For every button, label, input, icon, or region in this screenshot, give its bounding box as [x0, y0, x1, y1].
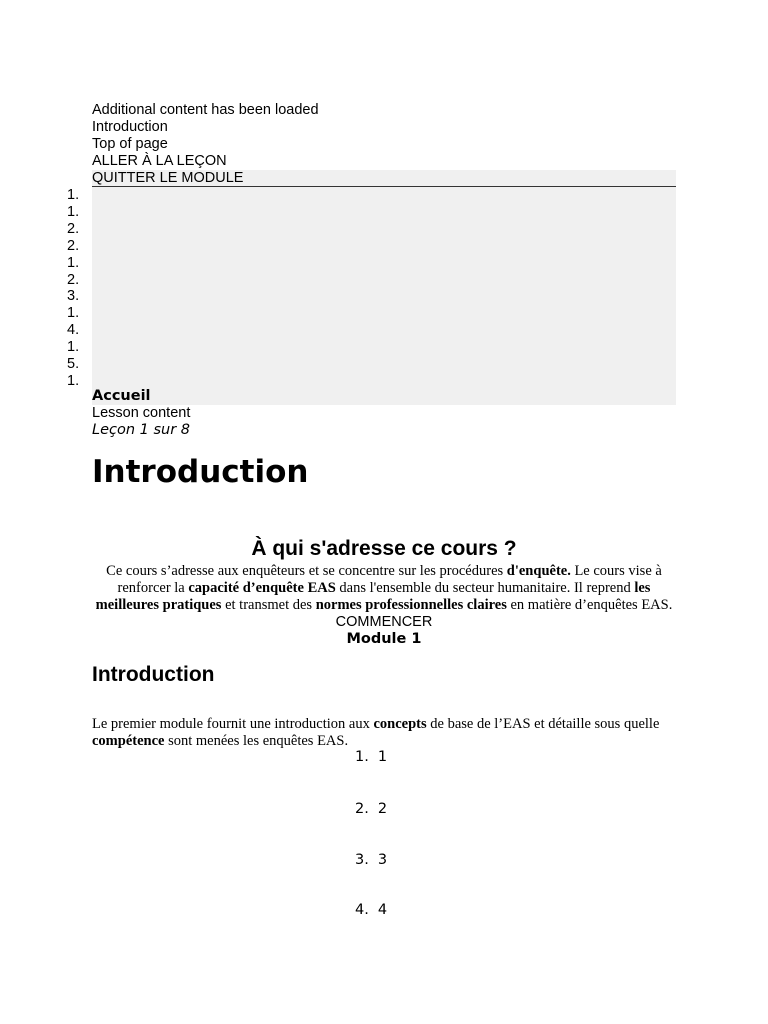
module-bold-2: compétence: [92, 733, 165, 749]
audience-text-5: en matière d’enquêtes EAS.: [506, 597, 673, 613]
audience-bold-4: normes professionnelles claires: [315, 597, 507, 613]
step-label: 3: [377, 852, 388, 868]
step-item[interactable]: [355, 801, 396, 817]
step-number: 4.: [355, 902, 369, 918]
list-item-number: 1.: [67, 339, 80, 356]
audience-text-1: Ce cours s’adresse aux enquêteurs et se concentre sur les procédures: [106, 563, 507, 579]
lesson-counter: Leçon 1 sur 8: [92, 422, 191, 438]
lesson-content-label: Lesson content: [92, 405, 191, 421]
audience-text-2: Le cours vise à renforcer la: [117, 563, 662, 596]
step-label: 1: [377, 749, 388, 765]
module-description: [92, 716, 676, 750]
module-text-2: de base de l’EAS et détaille sous quelle: [426, 716, 660, 732]
status-message: Additional content has been loaded: [92, 102, 319, 118]
module-text-3: sont menées les enquêtes EAS.: [164, 733, 349, 749]
list-item-number: 1.: [67, 372, 80, 389]
audience-bold-1: d'enquête.: [506, 563, 571, 579]
audience-bold-2: capacité d’enquête EAS: [188, 580, 336, 596]
list-item-number: 1.: [67, 187, 80, 203]
list-item-number: 2.: [67, 220, 80, 237]
audience-description: [92, 563, 676, 614]
audience-section: [92, 535, 676, 648]
skip-link-introduction[interactable]: Introduction: [92, 119, 168, 135]
step-number: 1.: [355, 749, 369, 765]
list-item-number: 1.: [67, 254, 80, 271]
list-item-number: 1.: [67, 305, 80, 322]
list-item-number: 3.: [67, 288, 80, 305]
lesson-header: [92, 388, 190, 439]
list-item-number: 4.: [67, 322, 80, 339]
skip-link-top-of-page[interactable]: Top of page: [92, 136, 168, 152]
step-label: 4: [377, 902, 388, 918]
list-item-number: 5.: [67, 356, 80, 373]
audience-bold-3: les meilleures pratiques: [95, 580, 651, 613]
start-button[interactable]: COMMENCER: [335, 614, 433, 630]
go-to-lesson-link[interactable]: ALLER À LA LEÇON: [92, 153, 227, 169]
audience-heading: À qui s'adresse ce cours ?: [251, 537, 517, 560]
step-label: 2: [377, 801, 388, 817]
module-bold-1: concepts: [373, 716, 427, 732]
quit-module-link[interactable]: QUITTER LE MODULE: [92, 170, 244, 186]
audience-text-4: et transmet des: [221, 597, 316, 613]
list-item-number: 1.: [67, 203, 80, 220]
module-heading: Introduction: [92, 663, 215, 686]
step-number: 2.: [355, 801, 369, 817]
page-title: Introduction: [92, 454, 309, 490]
home-link[interactable]: Accueil: [92, 388, 151, 404]
step-number: 3.: [355, 852, 369, 868]
step-item[interactable]: [355, 902, 396, 918]
skip-links: [92, 102, 676, 187]
audience-text-3: dans l'ensemble du secteur humanitaire. Il reprend: [335, 580, 635, 596]
list-item-number: 2.: [67, 271, 80, 288]
step-item[interactable]: [355, 749, 396, 765]
list-item-number: 2.: [67, 237, 80, 254]
module-label: Module 1: [346, 631, 422, 647]
navigation-panel: [92, 170, 676, 405]
step-item[interactable]: [355, 852, 396, 868]
module-text-1: Le premier module fournit une introduction aux: [92, 716, 374, 732]
navigation-list: [67, 187, 79, 390]
